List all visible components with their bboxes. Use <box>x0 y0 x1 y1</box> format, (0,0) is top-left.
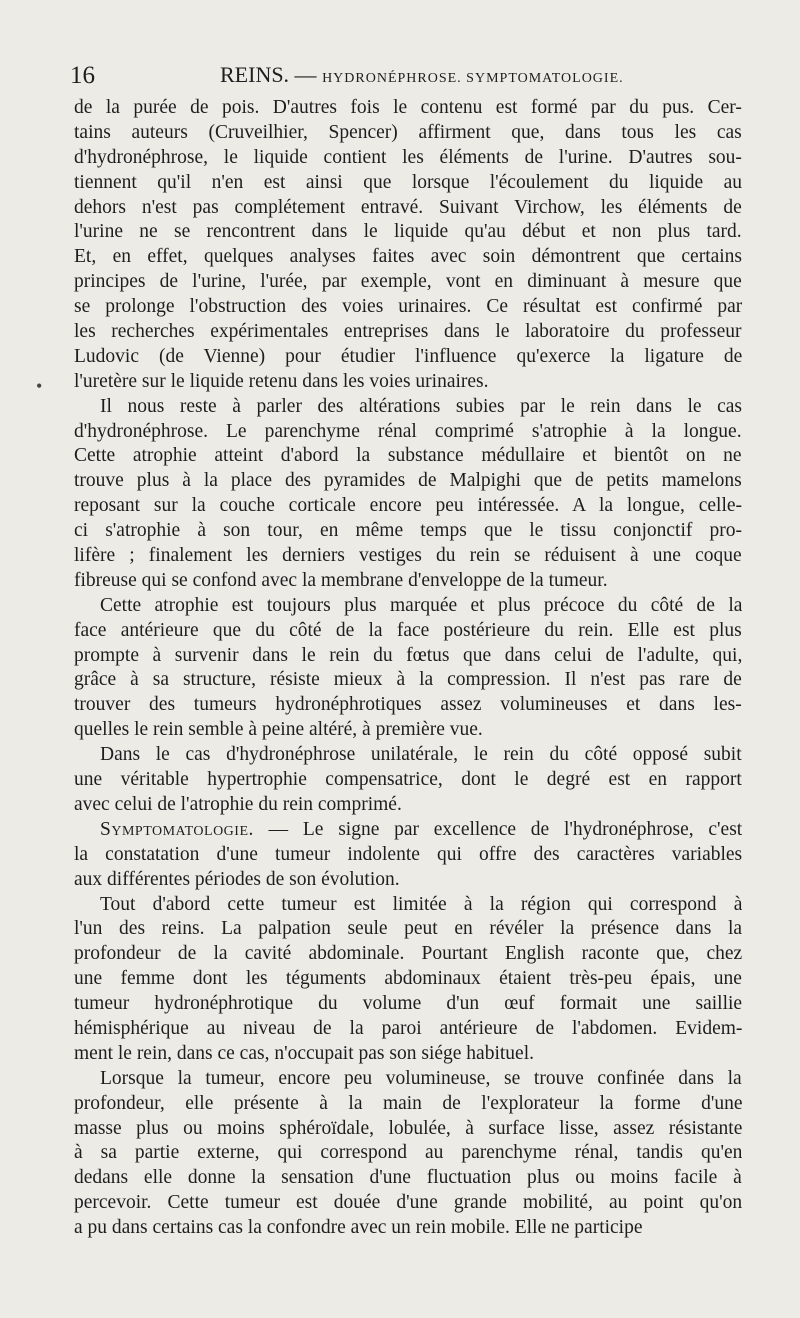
line-text: l'urine ne se rencontrent dans le liquide qu'au début et non plus tard. <box>74 221 742 243</box>
line-text: grâce à sa structure, résiste mieux à la compression. Il n'est pas rare de <box>74 669 742 691</box>
line-text: à sa partie externe, qui correspond au parenchyme rénal, tandis qu'en <box>74 1142 742 1164</box>
text-line <box>74 619 742 644</box>
line-text: l'uretère sur le liquide retenu dans les voies urinaires. <box>74 370 489 392</box>
text-line <box>74 395 742 420</box>
line-text: profondeur, elle présente à la main de l'explorateur la forme d'une <box>74 1092 742 1114</box>
body-text <box>74 96 742 1241</box>
text-line <box>74 320 742 345</box>
text-line <box>74 942 742 967</box>
line-text: face antérieure que du côté de la face postérieure du rein. Elle est plus <box>74 619 742 641</box>
line-text: profondeur de la cavité abdominale. Pourtant English raconte que, chez <box>74 943 742 965</box>
text-line <box>74 494 742 519</box>
text-line <box>74 1067 742 1092</box>
text-line <box>74 1092 742 1117</box>
text-line <box>74 370 742 395</box>
line-text: a pu dans certains cas la confondre avec un rein mobile. Elle ne participe <box>74 1217 643 1239</box>
text-line <box>74 1141 742 1166</box>
running-head <box>220 62 624 88</box>
line-text: Lorsque la tumeur, encore peu volumineuse, se trouve confinée dans la <box>100 1067 742 1089</box>
line-text: d'hydronéphrose. Le parenchyme rénal comprimé s'atrophie à la longue. <box>74 420 742 442</box>
line-text: tumeur hydronéphrotique du volume d'un œuf formait une saillie <box>74 993 742 1015</box>
line-text: ci s'atrophie à son tour, en même temps que le tissu conjonctif pro- <box>74 520 742 542</box>
text-line <box>74 270 742 295</box>
line-text: Il nous reste à parler des altérations subies par le rein dans le cas <box>100 395 742 417</box>
text-line <box>74 768 742 793</box>
text-line <box>74 96 742 121</box>
text-line <box>74 843 742 868</box>
line-text: les recherches expérimentales entreprises dans le laboratoire du professeur <box>74 321 742 343</box>
line-text: Tout d'abord cette tumeur est limitée à la région qui correspond à <box>100 893 742 915</box>
text-line <box>74 146 742 171</box>
line-text: la constatation d'une tumeur indolente qui offre des caractères variables <box>74 843 742 865</box>
line-text: quelles le rein semble à peine altéré, à première vue. <box>74 719 483 741</box>
text-line <box>74 171 742 196</box>
section-heading: Symptomatologie. <box>100 818 254 840</box>
line-text: tiennent qu'il n'en est ainsi que lorsque l'écoulement du liquide au <box>74 171 742 193</box>
text-line <box>74 668 742 693</box>
line-text: Et, en effet, quelques analyses faites avec soin démontrent que certains <box>74 246 742 268</box>
text-line <box>74 1166 742 1191</box>
running-head-sub: HYDRONÉPHROSE. SYMPTOMATOLOGIE. <box>322 71 624 86</box>
line-text: une véritable hypertrophie compensatrice, dont le degré est en rapport <box>74 769 742 791</box>
line-text: se prolonge l'obstruction des voies urinaires. Ce résultat est confirmé par <box>74 296 742 318</box>
text-line <box>74 420 742 445</box>
text-line <box>74 196 742 221</box>
margin-mark: • <box>36 376 43 396</box>
text-line <box>74 345 742 370</box>
line-text: trouve plus à la place des pyramides de Malpighi que de petits mamelons <box>74 470 742 492</box>
line-text: — Le signe par excellence de l'hydronéphrose, c'est <box>253 818 742 840</box>
line-text: avec celui de l'atrophie du rein comprimé. <box>74 793 402 815</box>
line-text: trouver des tumeurs hydronéphrotiques assez volumineuses et dans les- <box>74 694 742 716</box>
line-text: aux différentes périodes de son évolution. <box>74 868 400 890</box>
text-line <box>74 544 742 569</box>
line-text: Cette atrophie est toujours plus marquée et plus précoce du côté de la <box>100 594 742 616</box>
text-line <box>74 569 742 594</box>
line-text: l'un des reins. La palpation seule peut en révéler la présence dans la <box>74 918 742 940</box>
text-line <box>74 1191 742 1216</box>
line-text: une femme dont les téguments abdominaux étaient très-peu épais, une <box>74 968 742 990</box>
text-line <box>74 893 742 918</box>
line-text: ment le rein, dans ce cas, n'occupait pas son siége habituel. <box>74 1042 534 1064</box>
text-line <box>74 444 742 469</box>
line-text: masse plus ou moins sphéroïdale, lobulée, à surface lisse, assez résistante <box>74 1117 742 1139</box>
line-text: tains auteurs (Cruveilhier, Spencer) affirment que, dans tous les cas <box>74 121 742 143</box>
text-line <box>74 743 742 768</box>
text-line <box>74 1017 742 1042</box>
line-text: de la purée de pois. D'autres fois le contenu est formé par du pus. Cer- <box>74 97 742 118</box>
text-line <box>74 469 742 494</box>
text-line <box>74 917 742 942</box>
running-head-main: REINS. — <box>220 62 317 87</box>
line-text: Cette atrophie atteint d'abord la substance médullaire et bientôt on ne <box>74 445 742 467</box>
line-text: dedans elle donne la sensation d'une fluctuation plus ou moins facile à <box>74 1167 742 1189</box>
page-number: 16 <box>70 62 95 89</box>
text-line <box>74 1216 742 1241</box>
line-text: reposant sur la couche corticale encore peu intéressée. A la longue, celle- <box>74 495 742 517</box>
line-text: percevoir. Cette tumeur est douée d'une grande mobilité, au point qu'on <box>74 1192 742 1214</box>
text-line <box>74 644 742 669</box>
line-text: Ludovic (de Vienne) pour étudier l'influence qu'exerce la ligature de <box>74 345 742 367</box>
text-line <box>74 519 742 544</box>
line-text: hémisphérique au niveau de la paroi antérieure de l'abdomen. Evidem- <box>74 1017 742 1039</box>
line-text: principes de l'urine, l'urée, par exemple, vont en diminuant à mesure que <box>74 271 742 293</box>
text-line <box>74 718 742 743</box>
line-text: prompte à survenir dans le rein du fœtus que dans celui de l'adulte, qui, <box>74 644 742 666</box>
text-line <box>74 245 742 270</box>
text-line <box>74 594 742 619</box>
text-line <box>74 1042 742 1067</box>
line-text: fibreuse qui se confond avec la membrane d'enveloppe de la tumeur. <box>74 569 608 591</box>
line-text: dehors n'est pas complétement entravé. Suivant Virchow, les éléments de <box>74 196 742 218</box>
text-line <box>74 295 742 320</box>
text-line <box>74 992 742 1017</box>
line-text: Dans le cas d'hydronéphrose unilatérale, le rein du côté opposé subit <box>100 744 742 766</box>
page-header <box>70 58 742 94</box>
text-line <box>74 868 742 893</box>
line-text: lifère ; finalement les derniers vestiges du rein se réduisent à une coque <box>74 545 742 567</box>
text-line <box>74 121 742 146</box>
text-line <box>74 793 742 818</box>
text-line <box>74 967 742 992</box>
text-line <box>74 1117 742 1142</box>
text-line <box>74 220 742 245</box>
text-line <box>74 693 742 718</box>
text-line <box>74 818 742 843</box>
line-text: d'hydronéphrose, le liquide contient les éléments de l'urine. D'autres sou- <box>74 146 742 168</box>
